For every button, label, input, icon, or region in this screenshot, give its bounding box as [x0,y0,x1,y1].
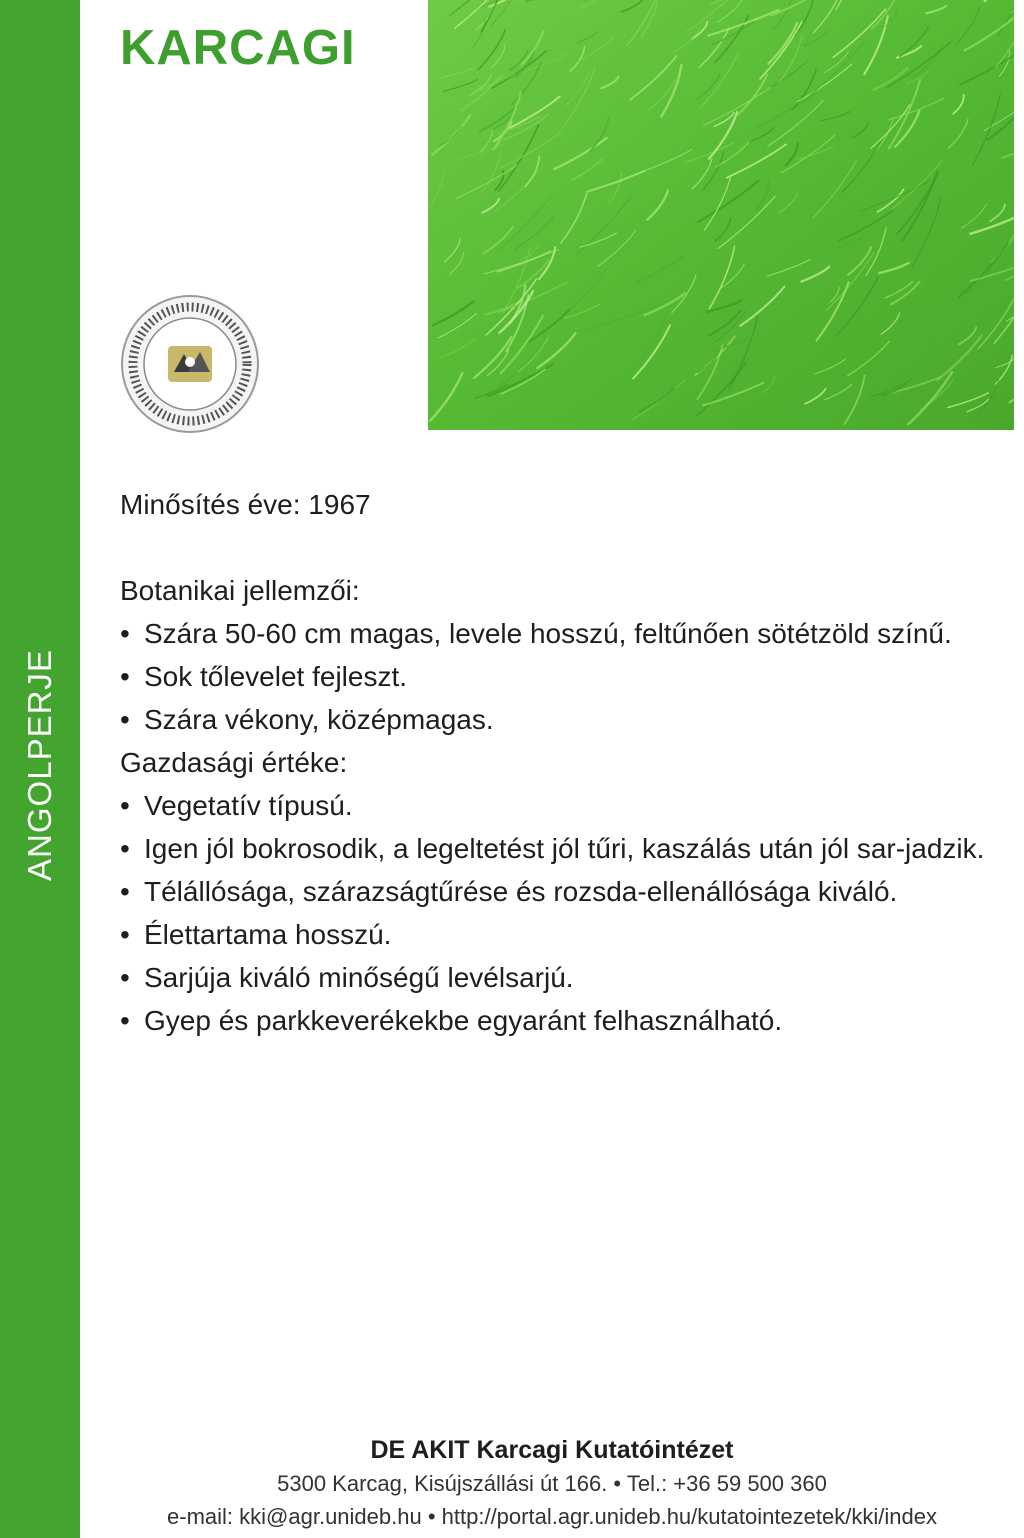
institute-seal [118,292,262,436]
list-item: • Igen jól bokrosodik, a legeltetést jól tűri, kaszálás után jól sar-jadzik. [120,827,1014,870]
list-item: • Élettartama hosszú. [120,913,1014,956]
list-item: • Szára vékony, középmagas. [120,698,1014,741]
footer [80,1433,1024,1533]
economic-list [120,784,1014,1042]
list-item: • Sarjúja kiváló minőségű levélsarjú. [120,956,1014,999]
list-item: • Télállósága, szárazságtűrése és rozsda-ellenállósága kiváló. [120,870,1014,913]
grass-photo [428,0,1014,430]
list-item: • Vegetatív típusú. [120,784,1014,827]
botanical-heading: Botanikai jellemzői: [120,575,360,606]
botanical-list [120,612,1014,741]
side-bar [0,0,80,1538]
list-item: • Szára 50-60 cm magas, levele hosszú, feltűnően sötétzöld színű. [120,612,1014,655]
institute-name: DE AKIT Karcagi Kutatóintézet [370,1436,734,1464]
list-item: • Sok tőlevelet fejleszt. [120,655,1014,698]
list-item: • Gyep és parkkeverékekbe egyaránt felhasználható. [120,999,1014,1042]
qualification-year: Minősítés éve: 1967 [120,489,371,520]
institute-address: 5300 Karcag, Kisújszállási út 166. • Tel.: +36 59 500 360 [277,1471,827,1496]
category-label: ANGOLPERJE [21,649,58,881]
institute-contact: e-mail: kki@agr.unideb.hu • http://portal.agr.unideb.hu/kutatointezetek/kki/index [167,1504,937,1529]
variety-title: KARCAGI [120,21,356,75]
content [120,483,1014,1042]
economic-heading: Gazdasági értéke: [120,747,348,778]
